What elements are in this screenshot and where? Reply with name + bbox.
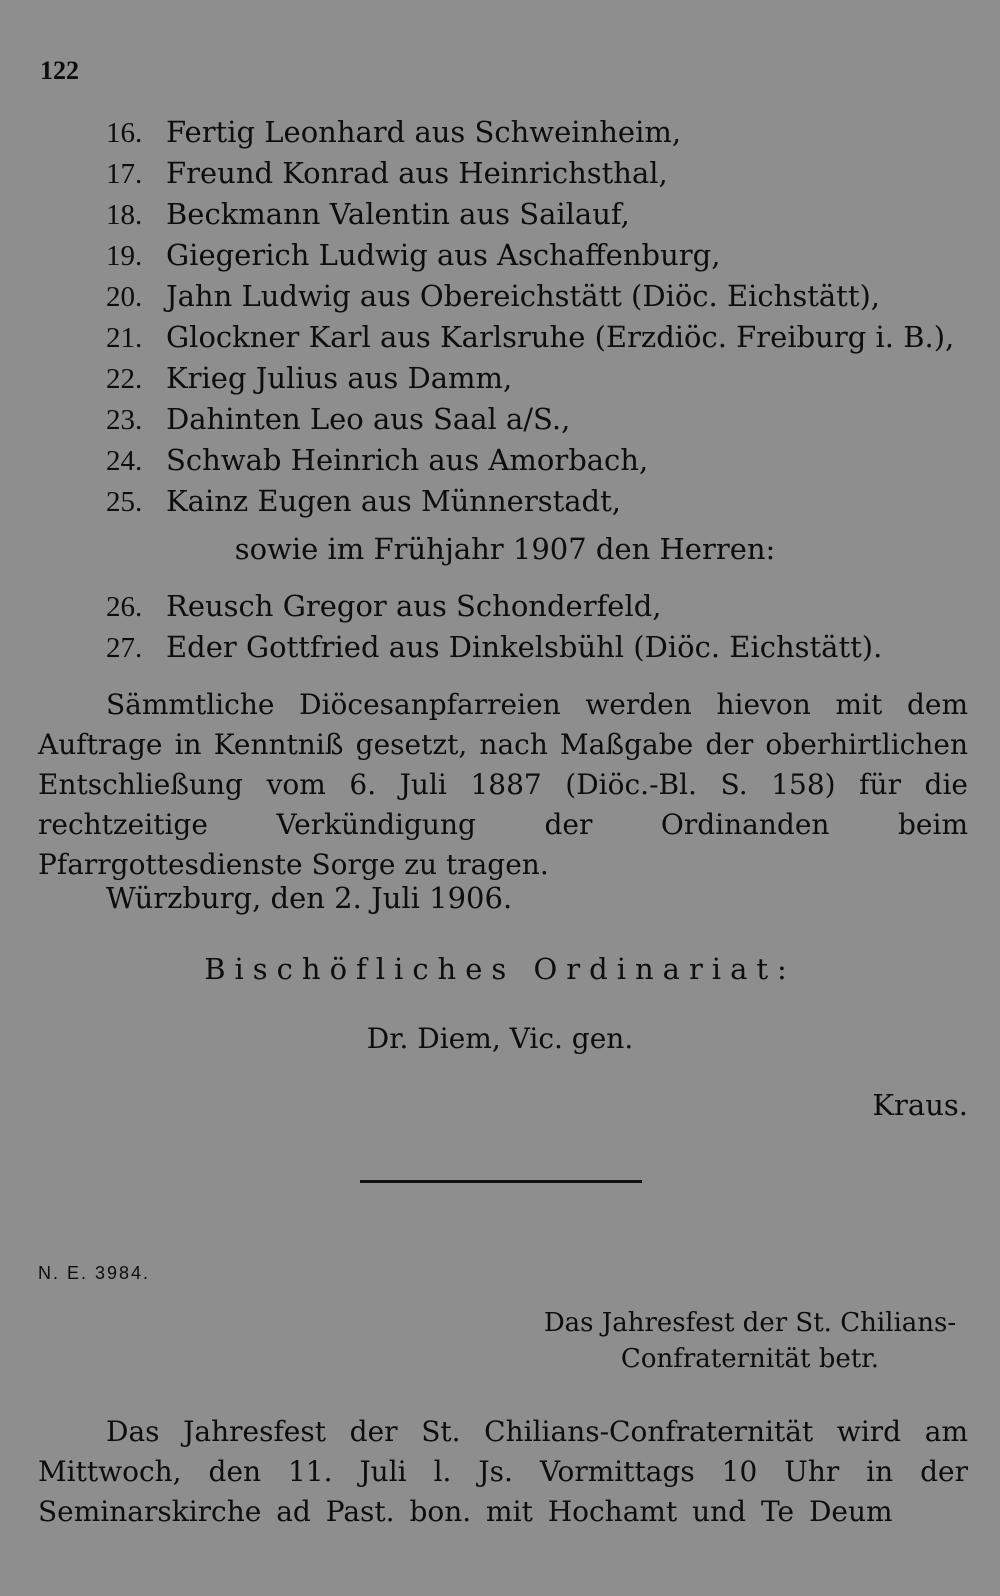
secretary-signature: Kraus. <box>872 1088 968 1122</box>
list-item <box>106 358 976 399</box>
list-item-text: Beckmann Valentin aus Sailauf, <box>166 197 630 231</box>
list-item <box>106 317 976 358</box>
list-item <box>106 276 976 317</box>
list-item <box>106 112 976 153</box>
list-item-text: Kainz Eugen aus Münnerstadt, <box>166 484 621 518</box>
list-item-number: 18. <box>106 199 143 231</box>
list-item <box>106 194 976 235</box>
list-item <box>106 481 976 522</box>
file-number: N. E. 3984. <box>38 1263 151 1283</box>
ordinand-list-1906 <box>106 112 976 522</box>
notice-paragraph: Das Jahresfest der St. Chilians-Confraternität wird am Mittwoch, den 11. Juli l. Js. Vormittags 10 Uhr in der Seminarskirche ad Past. bon. mit Hochamt und Te Deum <box>38 1415 968 1528</box>
list-item-number: 27. <box>106 632 143 664</box>
instruction-paragraph: Sämmtliche Diöcesanpfarreien werden hievon mit dem Auftrage in Kenntniß gesetzt, nach Maßgabe der oberhirtlichen Entschließung vom 6. Juli 1887 (Diöc.-Bl. S. 158) für die rechtzeitige Verkündigung der Ordinanden beim Pfarrgottesdienste Sorge zu tragen. <box>38 688 968 881</box>
subject-line-1: Das Jahresfest der St. Chilians- <box>543 1308 957 1338</box>
list-item-text: Schwab Heinrich aus Amorbach, <box>166 443 649 477</box>
list-item-number: 26. <box>106 591 143 623</box>
list-item-text: Jahn Ludwig aus Obereichstätt (Diöc. Eichstätt), <box>166 279 881 313</box>
list-item-number: 19. <box>106 240 143 272</box>
list-item-text: Eder Gottfried aus Dinkelsbühl (Diöc. Eichstätt). <box>166 630 883 664</box>
list-item-number: 24. <box>106 445 143 477</box>
list-item <box>106 440 976 481</box>
ordinand-list-1907 <box>106 586 976 668</box>
office-title: Bischöfliches Ordinariat: <box>204 952 796 986</box>
list-item-text: Giegerich Ludwig aus Aschaffenburg, <box>166 238 721 272</box>
list-item <box>106 399 976 440</box>
section-divider <box>360 1180 642 1183</box>
list-item-text: Glockner Karl aus Karlsruhe (Erzdiöc. Freiburg i. B.), <box>166 320 955 354</box>
list-item-number: 25. <box>106 486 143 518</box>
list-item-number: 16. <box>106 117 143 149</box>
subject-line-2: Confraternität betr. <box>620 1344 880 1374</box>
list-item-number: 20. <box>106 281 143 313</box>
signatory: Dr. Diem, Vic. gen. <box>366 1022 634 1055</box>
list-item <box>106 627 976 668</box>
page-number: 122 <box>40 56 79 85</box>
list-item-number: 17. <box>106 158 143 190</box>
list-item-number: 22. <box>106 363 143 395</box>
list-item <box>106 235 976 276</box>
list-item-text: Reusch Gregor aus Schonderfeld, <box>166 589 662 623</box>
list-item-text: Dahinten Leo aus Saal a/S., <box>166 402 571 436</box>
list-item-number: 23. <box>106 404 143 436</box>
place-date: Würzburg, den 2. Juli 1906. <box>106 881 513 915</box>
list-item <box>106 586 976 627</box>
list-item-text: Freund Konrad aus Heinrichsthal, <box>166 156 668 190</box>
subject-heading <box>520 1305 980 1377</box>
list-item-text: Krieg Julius aus Damm, <box>166 361 513 395</box>
list-item <box>106 153 976 194</box>
spring-1907-heading: sowie im Frühjahr 1907 den Herren: <box>234 532 776 566</box>
list-item-number: 21. <box>106 322 143 354</box>
list-item-text: Fertig Leonhard aus Schweinheim, <box>166 115 682 149</box>
